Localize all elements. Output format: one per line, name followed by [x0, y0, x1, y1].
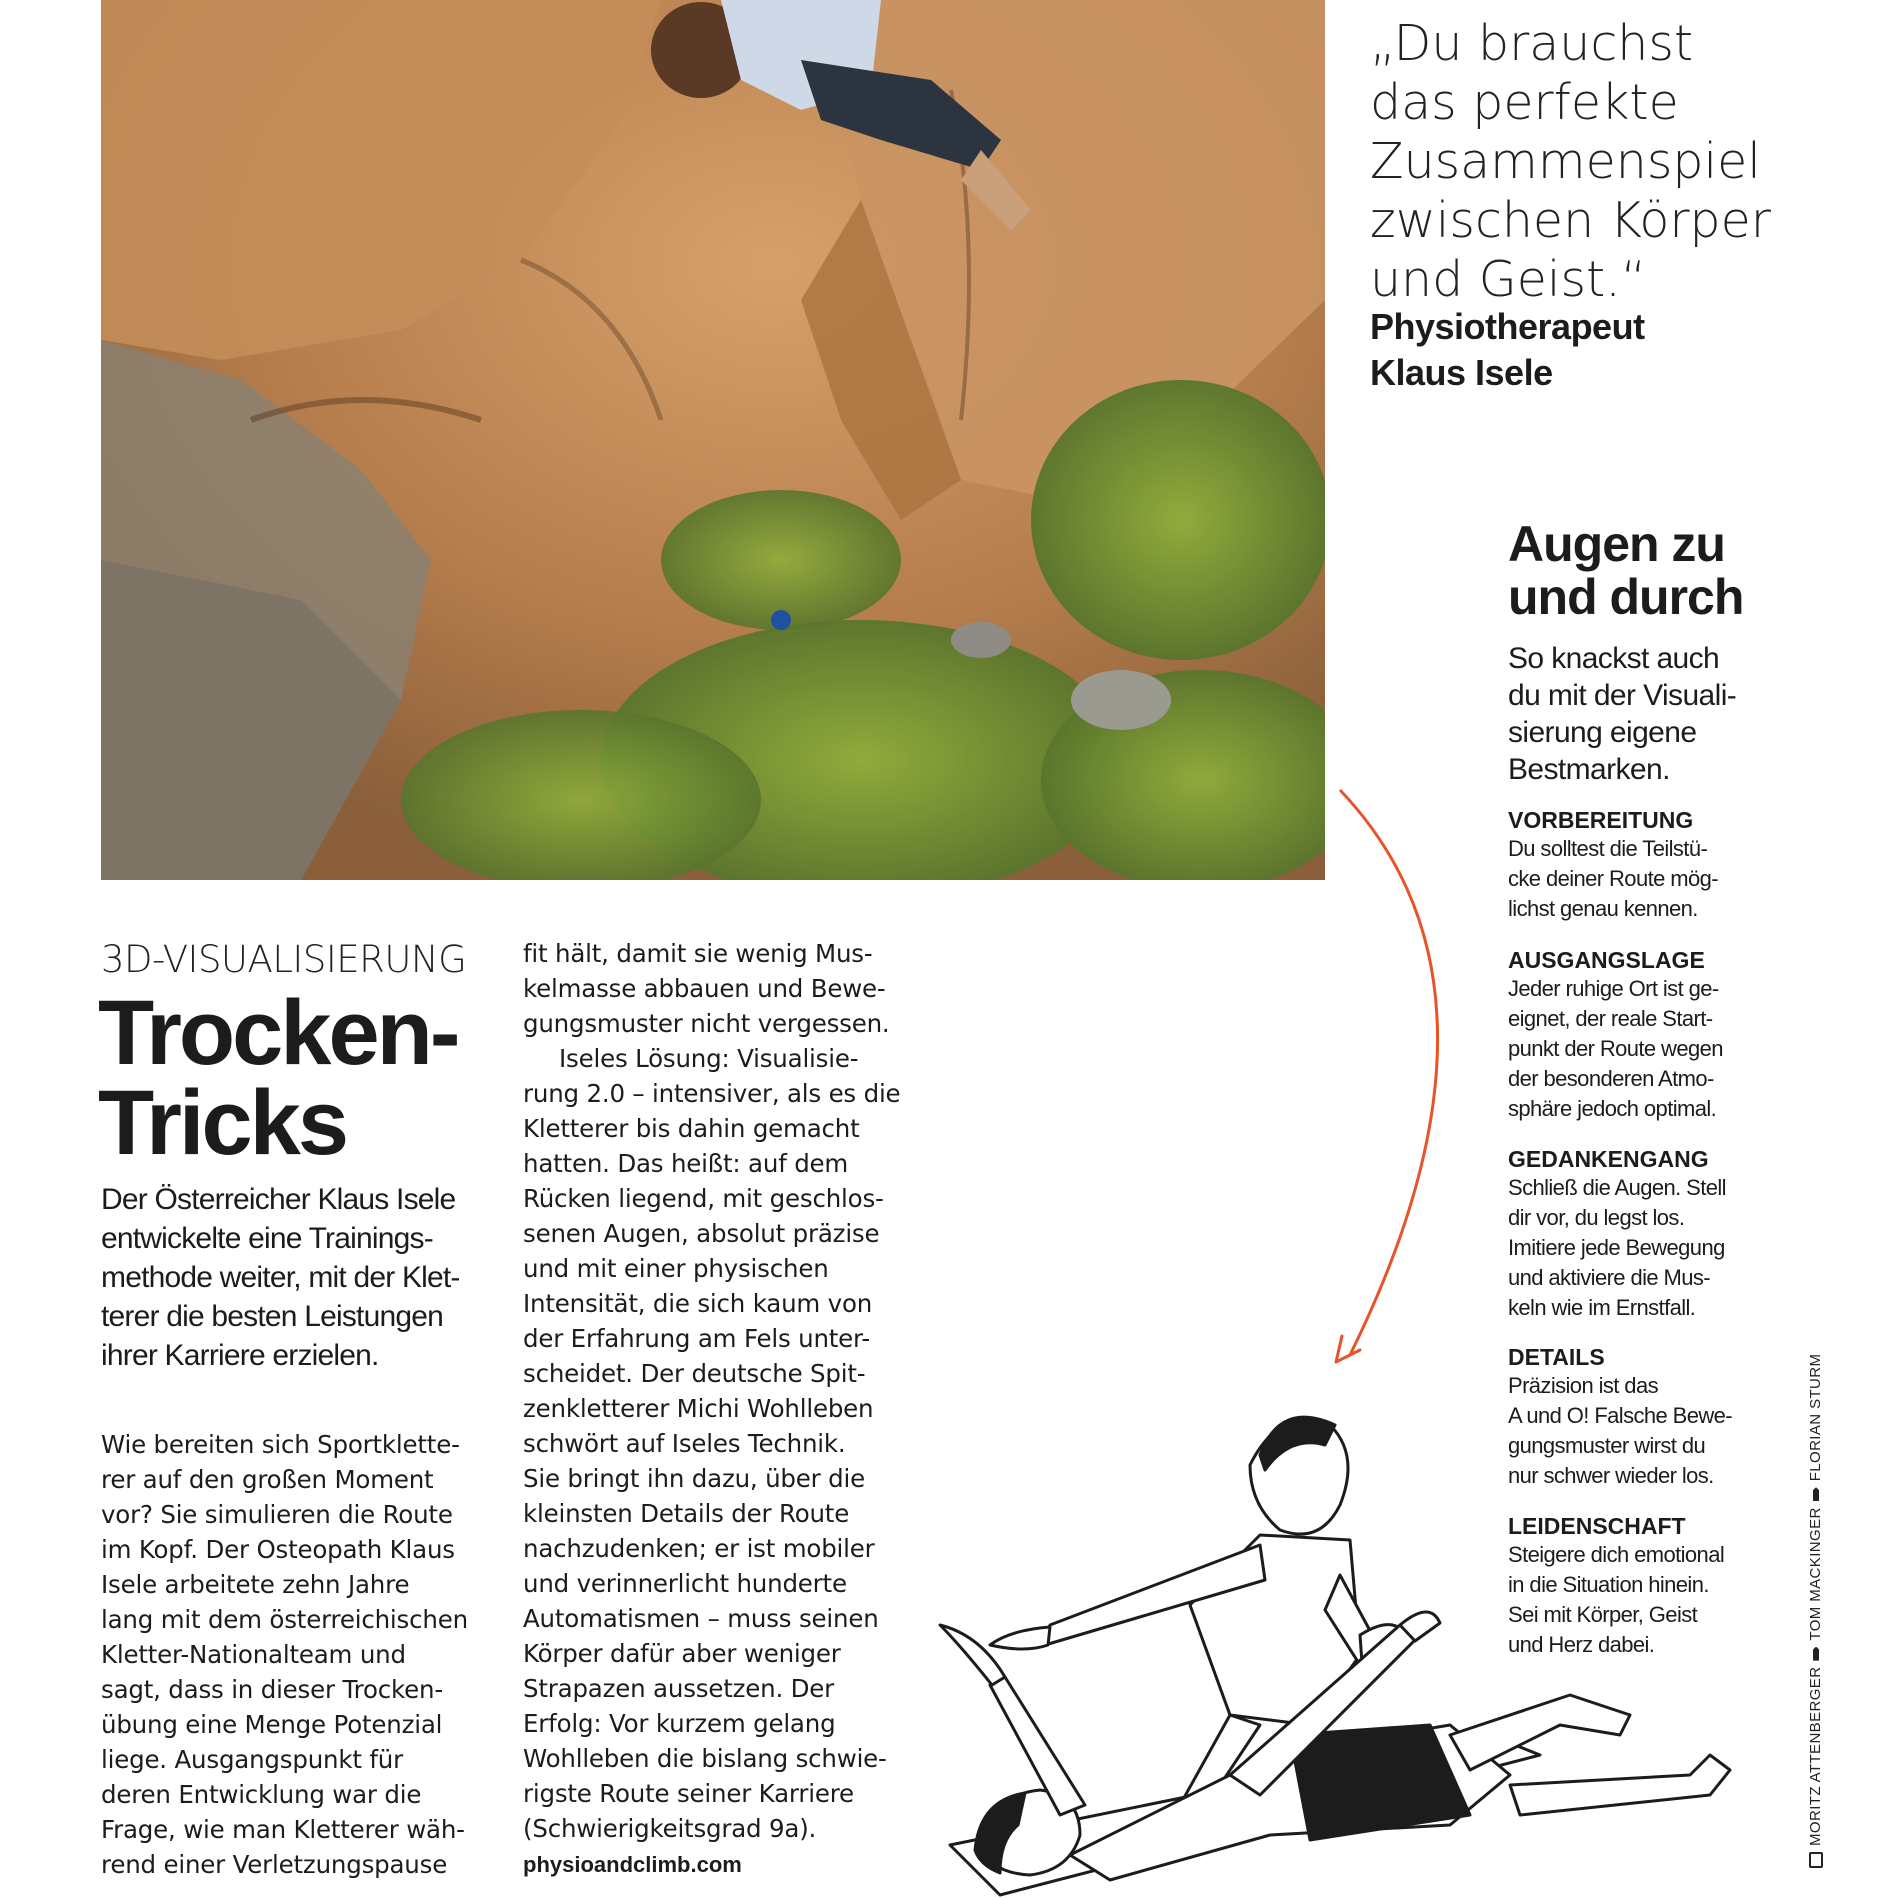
body-line: fit hält, damit sie wenig Mus- — [523, 939, 873, 968]
sidebar-section-line: Sei mit Körper, Geist — [1508, 1602, 1698, 1627]
article-headline — [98, 982, 518, 1174]
body-line-text: Iseles Lösung: Visualisie- — [559, 1044, 859, 1073]
sidebar-section-line: Imitiere jede Bewegung — [1508, 1235, 1725, 1260]
sidebar-section-heading: AUSGANGSLAGE — [1508, 947, 1705, 973]
body-line: Sie bringt ihn dazu, über die — [523, 1464, 865, 1493]
quote-line: Zusammenspiel — [1370, 133, 1761, 190]
sidebar-section-heading: VORBEREITUNG — [1508, 807, 1694, 833]
body-line: kleinsten Details der Route — [523, 1499, 850, 1528]
body-line: (Schwierigkeitsgrad 9a). — [523, 1814, 817, 1843]
body-line: Kletterer bis dahin gemacht — [523, 1114, 860, 1143]
sidebar-title — [1508, 518, 1808, 624]
sidebar-section-line: Präzision ist das — [1508, 1373, 1658, 1398]
sidebar-title-line: Augen zu — [1508, 516, 1725, 572]
sidebar-title-line: und durch — [1508, 569, 1744, 625]
website-link[interactable]: physioandclimb.com — [523, 1852, 742, 1877]
curved-arrow-icon — [1300, 770, 1480, 1370]
body-line: rigste Route seiner Karriere — [523, 1779, 854, 1808]
credit-photographer: MORITZ ATTENBERGER — [1807, 1666, 1824, 1846]
sidebar-section-line: der besonderen Atmo- — [1508, 1066, 1714, 1091]
body-line: sagt, dass in dieser Trocken- — [101, 1675, 443, 1704]
body-line: Wohlleben die bislang schwie- — [523, 1744, 887, 1773]
body-line: und verinnerlicht hunderte — [523, 1569, 847, 1598]
body-line: Rücken liegend, mit geschlos- — [523, 1184, 884, 1213]
body-line: im Kopf. Der Osteopath Klaus — [101, 1535, 455, 1564]
body-line-indented — [523, 1041, 923, 1076]
sidebar-section-heading: LEIDENSCHAFT — [1508, 1513, 1686, 1539]
sidebar-section-line: sphäre jedoch optimal. — [1508, 1096, 1717, 1121]
body-line: vor? Sie simulieren die Route — [101, 1500, 453, 1529]
body-line: Körper dafür aber weniger — [523, 1639, 841, 1668]
credit-illustrator: FLORIAN STURM — [1807, 1353, 1824, 1482]
lead-line: terer die besten Leistungen — [101, 1300, 443, 1333]
climbing-photo — [101, 0, 1325, 880]
sidebar-lead-line: So knackst auch — [1508, 642, 1720, 675]
sidebar-section-line: keln wie im Ernstfall. — [1508, 1295, 1696, 1320]
body-line: scheidet. Der deutsche Spit- — [523, 1359, 866, 1388]
body-line: nachzudenken; er ist mobiler — [523, 1534, 875, 1563]
article-lead — [101, 1180, 481, 1375]
body-line: senen Augen, absolut präzise — [523, 1219, 880, 1248]
headline-line: Tricks — [98, 1072, 346, 1174]
body-line: kelmasse abbauen und Bewe- — [523, 974, 886, 1003]
body-line: liege. Ausgangspunkt für — [101, 1745, 403, 1774]
sidebar-section-heading: DETAILS — [1508, 1344, 1605, 1370]
body-line: Strapazen aussetzen. Der — [523, 1674, 835, 1703]
sidebar-section-line: punkt der Route wegen — [1508, 1036, 1723, 1061]
sidebar-lead-line: Bestmarken. — [1508, 753, 1670, 786]
visualization-illustration — [930, 1395, 1750, 1898]
lead-line: Der Österreicher Klaus Isele — [101, 1183, 456, 1216]
sidebar-section-line: dir vor, du legst los. — [1508, 1205, 1685, 1230]
pull-quote — [1370, 14, 1790, 309]
body-line: Kletter-Nationalteam und — [101, 1640, 406, 1669]
sidebar-section-vorbereitung — [1508, 806, 1758, 924]
body-line: rend einer Verletzungspause — [101, 1850, 448, 1879]
body-line: hatten. Das heißt: auf dem — [523, 1149, 849, 1178]
sidebar-section-line: cke deiner Route mög- — [1508, 866, 1718, 891]
quote-author-line: Physiotherapeut — [1370, 306, 1645, 347]
sidebar-lead-line: sierung eigene — [1508, 716, 1697, 749]
sidebar-section-line: A und O! Falsche Bewe- — [1508, 1403, 1733, 1428]
sidebar-section-line: lichst genau kennen. — [1508, 896, 1698, 921]
sidebar-section-line: und aktiviere die Mus- — [1508, 1265, 1711, 1290]
body-line: der Erfahrung am Fels unter- — [523, 1324, 871, 1353]
sidebar-section-line: in die Situation hinein. — [1508, 1572, 1709, 1597]
camera-icon — [1809, 1852, 1823, 1868]
credit-photographer-2: TOM MACKINGER — [1807, 1507, 1824, 1641]
body-line: rung 2.0 – intensiver, als es die — [523, 1079, 901, 1108]
quote-line: das perfekte — [1370, 74, 1679, 131]
sidebar-section-line: gungsmuster wirst du — [1508, 1433, 1706, 1458]
body-column-1 — [101, 1427, 501, 1882]
body-line: Automatismen – muss seinen — [523, 1604, 879, 1633]
sidebar-section-line: Du solltest die Teilstü- — [1508, 836, 1708, 861]
sidebar-section-line: eignet, der reale Start- — [1508, 1006, 1713, 1031]
sidebar-section-line: und Herz dabei. — [1508, 1632, 1655, 1657]
body-line: übung eine Menge Potenzial — [101, 1710, 443, 1739]
sidebar-section-ausgangslage — [1508, 946, 1758, 1124]
sidebar-section-line: Steigere dich emotional — [1508, 1542, 1725, 1567]
body-line: lang mit dem österreichischen — [101, 1605, 468, 1634]
body-line: Wie bereiten sich Sportklette- — [101, 1430, 460, 1459]
sidebar-section-line: Jeder ruhige Ort ist ge- — [1508, 976, 1719, 1001]
body-line: Intensität, die sich kaum von — [523, 1289, 873, 1318]
body-line: Isele arbeitete zehn Jahre — [101, 1570, 410, 1599]
photo-credits — [1806, 1268, 1826, 1868]
body-line: schwört auf Iseles Technik. — [523, 1429, 846, 1458]
body-line: rer auf den großen Moment — [101, 1465, 434, 1494]
article-kicker: 3D-VISUALISIERUNG — [101, 938, 467, 981]
sidebar-section-heading: GEDANKENGANG — [1508, 1146, 1709, 1172]
body-line: und mit einer physischen — [523, 1254, 829, 1283]
sidebar-section-line: Schließ die Augen. Stell — [1508, 1175, 1726, 1200]
body-line: Frage, wie man Kletterer wäh- — [101, 1815, 465, 1844]
body-line: gungsmuster nicht vergessen. — [523, 1009, 890, 1038]
quote-line: und Geist.“ — [1370, 251, 1647, 308]
sidebar-section-line: nur schwer wieder los. — [1508, 1463, 1714, 1488]
brush-icon — [1813, 1487, 1819, 1501]
pen-icon — [1813, 1647, 1819, 1661]
sidebar-lead — [1508, 640, 1768, 788]
lead-line: methode weiter, mit der Klet- — [101, 1261, 460, 1294]
body-column-2 — [523, 936, 923, 1846]
body-line: Erfolg: Vor kurzem gelang — [523, 1709, 836, 1738]
quote-line: „Du brauchst — [1370, 15, 1694, 72]
sidebar-lead-line: du mit der Visuali- — [1508, 679, 1737, 712]
body-line: deren Entwicklung war die — [101, 1780, 422, 1809]
sidebar-section-gedankengang — [1508, 1145, 1758, 1323]
quote-line: zwischen Körper — [1370, 192, 1771, 249]
lead-line: ihrer Karriere erzielen. — [101, 1339, 379, 1372]
quote-author-line: Klaus Isele — [1370, 352, 1553, 393]
lead-line: entwickelte eine Trainings- — [101, 1222, 433, 1255]
body-line: zenkletterer Michi Wohlleben — [523, 1394, 874, 1423]
quote-author — [1370, 304, 1790, 396]
headline-line: Trocken- — [98, 982, 458, 1084]
